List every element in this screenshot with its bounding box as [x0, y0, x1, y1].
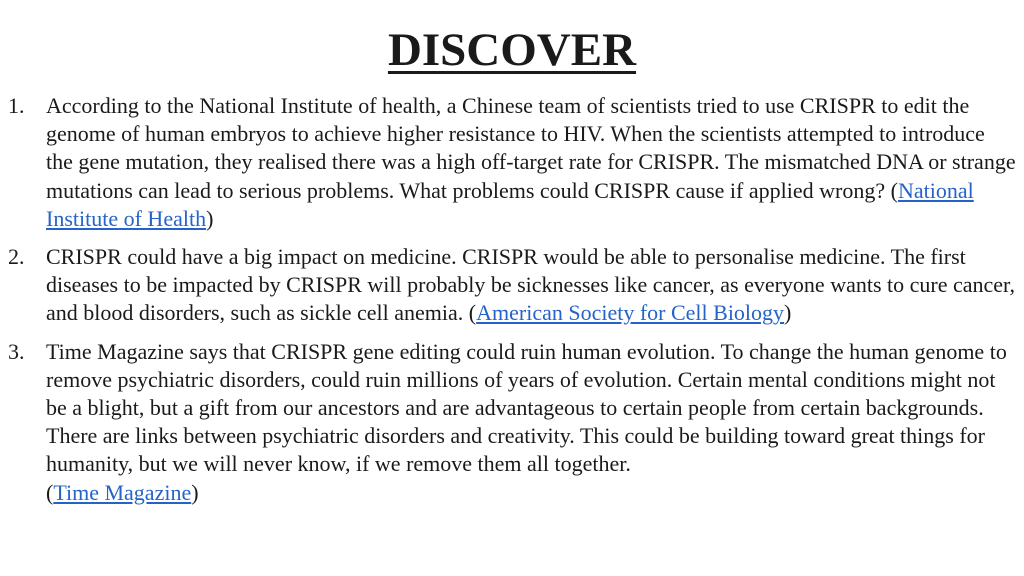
reference-link-ascb[interactable]: American Society for Cell Biology: [476, 300, 785, 326]
reference-link-time[interactable]: Time Magazine: [53, 479, 192, 505]
list-item-number: 3.: [8, 338, 25, 364]
list-item-text: Time Magazine says that CRISPR gene editing could ruin human evolution. To change the human genome to remove psychiatric disorders, could ruin millions of years of evolution. Certain mental conditions might not be a blight, but a gift from our ancestors and are advantageous to certain people from certain backgrounds. There are links between psychiatric disorders and creativity. This could be building toward great things for humanity, but we will never know, if we remove them all together.: [46, 338, 1007, 477]
list-item-text: According to the National Institute of health, a Chinese team of scientists tried to use CRISPR to edit the genome of human embryos to achieve higher resistance to HIV. When the scientists attempted to introduce the gene mutation, they realised there was a high off-target rate for CRISPR. The mismatched DNA or strange mutations can lead to serious problems. What problems could CRISPR cause if applied wrong? (: [46, 93, 1016, 203]
list-item-number: 1.: [8, 93, 25, 118]
list-item-text: CRISPR could have a big impact on medicine. CRISPR would be able to personalise medicine. The first diseases to be impacted by CRISPR will probably be sicknesses like cancer, as everyone wants to cure cancer, and blood disorders, such as sickle cell anemia. (: [46, 244, 1015, 326]
slide-title-text: DISCOVER: [387, 24, 637, 76]
list-item-3: [0, 338, 1016, 507]
list-item-close-paren: ): [206, 205, 214, 231]
list-item-1: [0, 92, 1016, 233]
reference-link-nih[interactable]: National Institute of Health: [46, 177, 974, 231]
list-item-close-paren: ): [191, 479, 199, 505]
list-item-2: [0, 243, 1016, 328]
list-item-number: 2.: [8, 244, 25, 270]
list-item-open-paren: (: [46, 479, 54, 505]
discover-list: [0, 92, 1016, 517]
list-item-close-paren: ): [784, 300, 792, 326]
slide-title: [0, 20, 1024, 80]
